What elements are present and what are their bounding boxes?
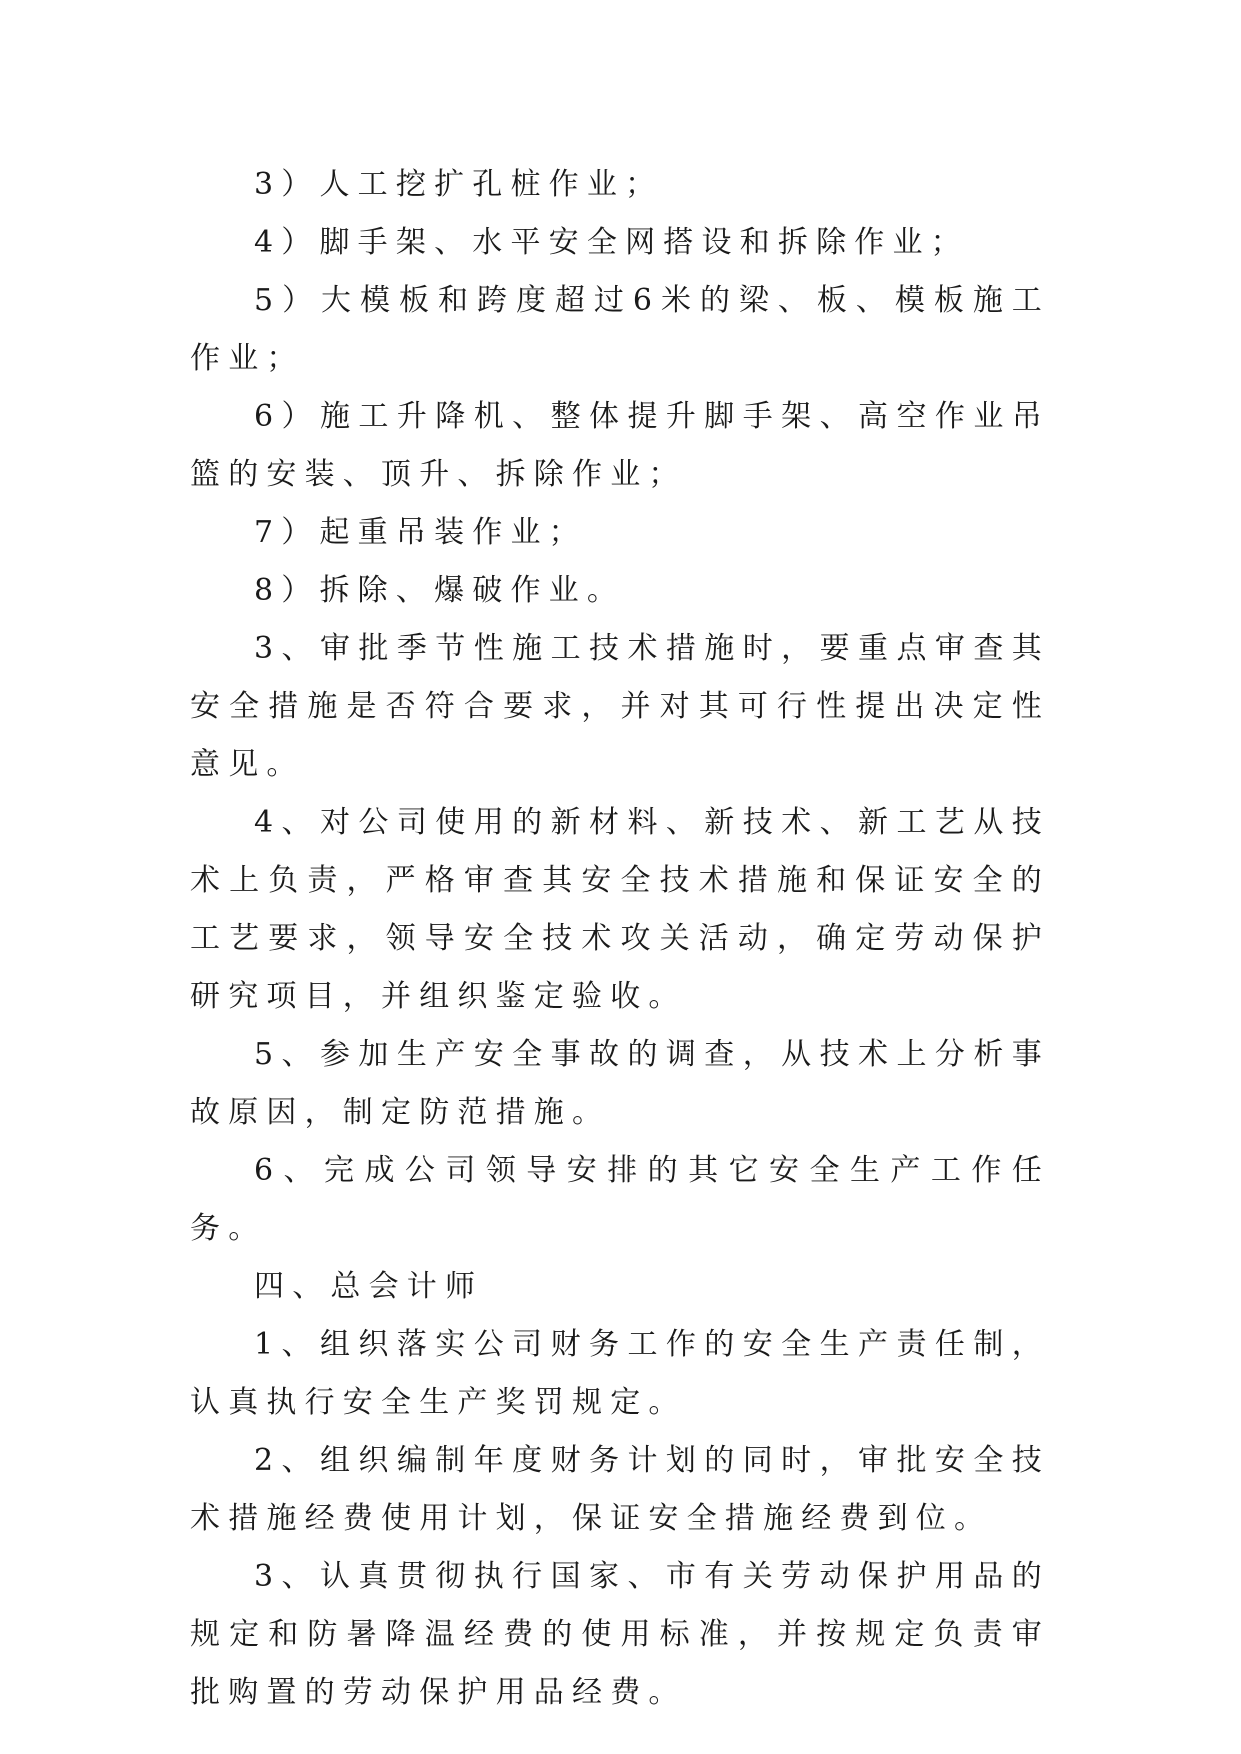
paragraph-item-4: 4、对公司使用的新材料、新技术、新工艺从技术上负责，严格审查其安全技术措施和保证安全的工艺要求，领导安全技术攻关活动，确定劳动保护研究项目，并组织鉴定验收。	[190, 805, 1050, 1014]
accountant-item-1: 1、组织落实公司财务工作的安全生产责任制，认真执行安全生产奖罚规定。	[190, 1327, 1050, 1420]
paragraph-item-5: 5、参加生产安全事故的调查，从技术上分析事故原因，制定防范措施。	[190, 1037, 1050, 1130]
accountant-item-3: 3、认真贯彻执行国家、市有关劳动保护用品的规定和防暑降温经费的使用标准，并按规定负责审批购置的劳动保护用品经费。	[190, 1559, 1050, 1710]
list-item-6: 6）施工升降机、整体提升脚手架、高空作业吊篮的安装、顶升、拆除作业；	[190, 399, 1050, 492]
list-item-7: 7）起重吊装作业；	[254, 515, 587, 550]
paragraph-item-6: 6、完成公司领导安排的其它安全生产工作任务。	[190, 1153, 1050, 1246]
document-body	[190, 156, 1050, 1722]
list-item-8: 8）拆除、爆破作业。	[254, 573, 626, 608]
list-item-3: 3）人工挖扩孔桩作业；	[254, 167, 664, 202]
paragraph-item-3: 3、审批季节性施工技术措施时，要重点审查其安全措施是否符合要求，并对其可行性提出决定性意见。	[190, 631, 1050, 782]
list-item-4: 4）脚手架、水平安全网搭设和拆除作业；	[254, 225, 969, 260]
accountant-item-2: 2、组织编制年度财务计划的同时，审批安全技术措施经费使用计划，保证安全措施经费到位。	[190, 1443, 1050, 1536]
section-heading: 四、总会计师	[254, 1269, 484, 1304]
list-item-5: 5）大模板和跨度超过6米的梁、板、模板施工作业；	[190, 283, 1050, 376]
